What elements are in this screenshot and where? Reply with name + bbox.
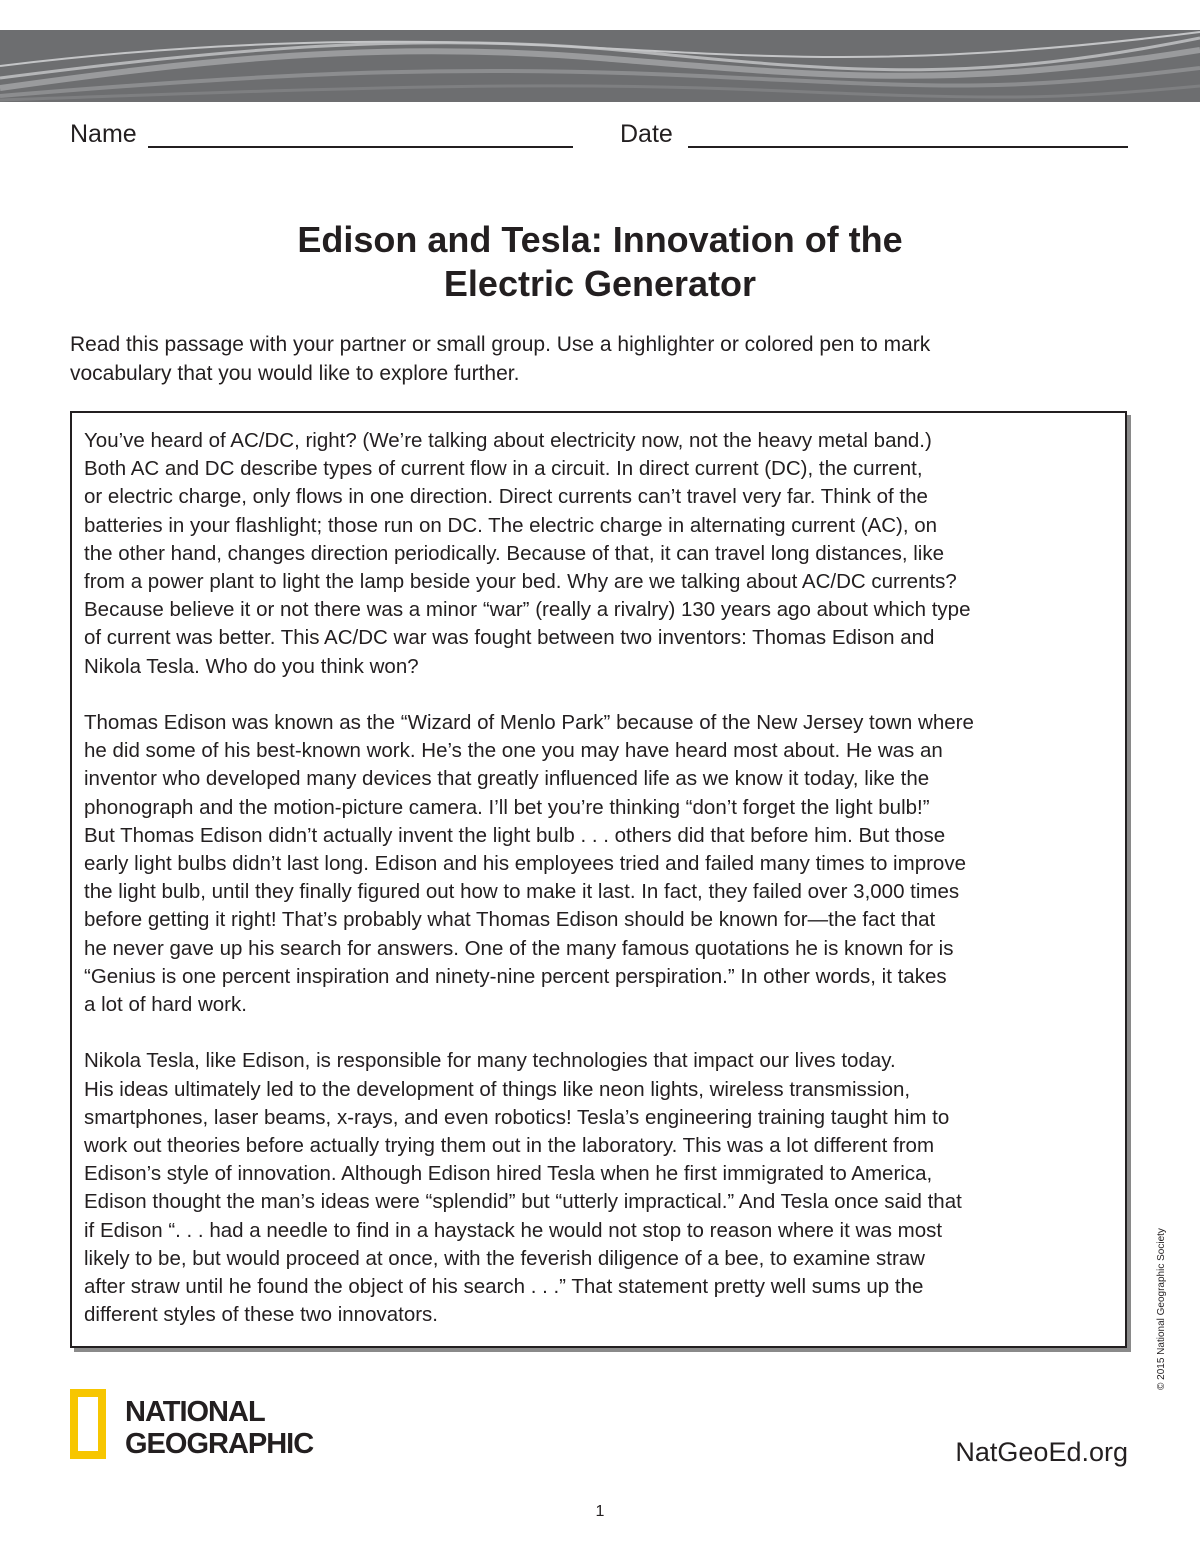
- wordmark-line-2: GEOGRAPHIC: [125, 1428, 314, 1460]
- header-wave-banner: [0, 30, 1200, 102]
- passage-line: His ideas ultimately led to the development of things like neon lights, wireless transmission,: [84, 1077, 911, 1101]
- website-link[interactable]: NatGeoEd.org: [955, 1437, 1128, 1467]
- passage-line: Nikola Tesla, like Edison, is responsible for many technologies that impact our lives today.: [84, 1049, 896, 1073]
- passage-line: or electric charge, only flows in one direction. Direct currents can’t travel very far. Think of the: [84, 485, 928, 509]
- title-line-1: Edison and Tesla: Innovation of the: [297, 219, 903, 260]
- passage-line: batteries in your flashlight; those run on DC. The electric charge in alternating current (AC), on: [84, 513, 938, 537]
- passage-line: he did some of his best-known work. He’s the one you may have heard most about. He was an: [84, 739, 943, 763]
- page-number: 1: [595, 1503, 605, 1520]
- passage-line: if Edison “. . . had a needle to find in a haystack he would not stop to reason where it was most: [84, 1218, 943, 1242]
- natgeo-yellow-frame-logo: [70, 1389, 106, 1459]
- copyright-notice: © 2015 National Geographic Society: [1156, 1228, 1167, 1390]
- title-line-2: Electric Generator: [443, 263, 757, 304]
- passage-line: likely to be, but would proceed at once, with the feverish diligence of a bee, to examine straw: [84, 1246, 925, 1270]
- passage-line: from a power plant to light the lamp beside your bed. Why are we talking about AC/DC currents?: [84, 570, 957, 594]
- passage-line: But Thomas Edison didn’t actually invent the light bulb . . . others did that before him. But those: [84, 823, 946, 847]
- passage-line: work out theories before actually trying them out in the laboratory. This was a lot different from: [84, 1134, 935, 1158]
- passage-line: “Genius is one percent inspiration and ninety-nine percent perspiration.” In other words, it takes: [84, 964, 947, 988]
- passage-line: inventor who developed many devices that greatly influenced life as we know it today, like the: [84, 767, 930, 791]
- passage-line: phonograph and the motion-picture camera. I’ll bet you’re thinking “don’t forget the light bulb!”: [84, 795, 930, 819]
- passage-line: Thomas Edison was known as the “Wizard of Menlo Park” because of the New Jersey town where: [84, 711, 974, 735]
- passage-line: Edison thought the man’s ideas were “splendid” but “utterly impractical.” And Tesla once said that: [84, 1190, 962, 1214]
- name-label: Name: [70, 120, 137, 148]
- passage-line: the other hand, changes direction periodically. Because of that, it can travel long distances, like: [84, 541, 944, 565]
- passage-paragraph-2: [84, 709, 1124, 1019]
- wordmark-line-1: NATIONAL: [125, 1396, 265, 1428]
- passage-line: different styles of these two innovators.: [84, 1303, 439, 1327]
- instructions-line-1: Read this passage with your partner or small group. Use a highlighter or colored pen to mark: [70, 333, 931, 356]
- passage-line: Edison’s style of innovation. Although Edison hired Tesla when he first immigrated to America,: [84, 1162, 933, 1186]
- instructions-line-2: vocabulary that you would like to explore further.: [70, 362, 520, 385]
- passage-line: a lot of hard work.: [84, 993, 247, 1017]
- page-title: [0, 218, 1200, 306]
- passage-line: You’ve heard of AC/DC, right? (We’re talking about electricity now, not the heavy metal band.): [84, 429, 932, 452]
- passage-line: Because believe it or not there was a minor “war” (really a rivalry) 130 years ago about which type: [84, 598, 971, 622]
- name-field[interactable]: [148, 146, 573, 148]
- natgeo-wordmark: [125, 1396, 313, 1460]
- passage-line: smartphones, laser beams, x-rays, and even robotics! Tesla’s engineering training taught him to: [84, 1105, 950, 1129]
- date-label: Date: [620, 120, 673, 148]
- passage-line: before getting it right! That’s probably what Thomas Edison should be known for—the fact that: [84, 908, 936, 932]
- instructions: [70, 330, 1080, 388]
- passage-line: Both AC and DC describe types of current flow in a circuit. In direct current (DC), the current,: [84, 457, 923, 481]
- passage-line: the light bulb, until they finally figured out how to make it last. In fact, they failed over 3,000 times: [84, 880, 960, 904]
- passage-line: he never gave up his search for answers. One of the many famous quotations he is known for is: [84, 936, 954, 960]
- date-field[interactable]: [688, 146, 1128, 148]
- passage-line: Nikola Tesla. Who do you think won?: [84, 654, 419, 678]
- passage-text: [84, 427, 1124, 1329]
- passage-line: early light bulbs didn’t last long. Edison and his employees tried and failed many times to improve: [84, 852, 966, 876]
- passage-paragraph-3: [84, 1047, 1124, 1329]
- passage-line: after straw until he found the object of his search . . .” That statement pretty well sums up the: [84, 1275, 924, 1299]
- passage-line: of current was better. This AC/DC war was fought between two inventors: Thomas Edison and: [84, 626, 935, 650]
- passage-paragraph-1: [84, 427, 1124, 681]
